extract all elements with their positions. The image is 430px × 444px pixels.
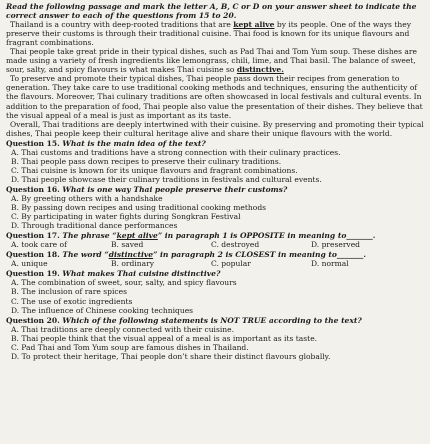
question-18-option-d[interactable]: D. normal — [311, 259, 349, 269]
question-17-label: Question 17. — [6, 231, 60, 241]
question-15 — [6, 139, 424, 184]
question-19-option-d[interactable]: D. The influence of Chinese cooking techniques — [11, 305, 194, 315]
question-20 — [6, 316, 424, 361]
question-15-label: Question 15. — [6, 138, 60, 148]
reading-passage — [6, 20, 424, 138]
question-18-label: Question 18. — [6, 250, 60, 260]
question-19-option-b[interactable]: B. The inclusion of rare spices — [11, 287, 127, 297]
question-17-option-c[interactable]: C. destroyed — [211, 240, 260, 250]
question-19 — [6, 269, 424, 314]
question-19-label: Question 19. — [6, 269, 60, 279]
keyword-kept-alive: kept alive — [233, 20, 275, 30]
question-17-option-a[interactable]: A. took care of — [11, 240, 67, 250]
question-17-text-a: The phrase “ — [62, 231, 117, 241]
question-19-option-a[interactable]: A. The combination of sweet, sour, salty, and spicy flavours — [11, 278, 237, 288]
question-16-option-c[interactable]: C. By participating in water fights during Songkran Festival — [11, 212, 241, 222]
question-17-keyword: kept alive — [116, 231, 158, 241]
keyword-distinctive: distinctive. — [236, 65, 284, 75]
question-16 — [6, 185, 424, 230]
paragraph-4: Overall, Thai traditions are deeply intertwined with their cuisine. By preserving and promoting their typical dishes, Thai people keep their cultural heritage alive and share their unique flavours with the world. — [6, 119, 424, 138]
question-17-option-b[interactable]: B. saved — [111, 240, 144, 250]
question-18-keyword: distinctive — [108, 250, 154, 260]
question-15-text: What is the main idea of the text? — [62, 138, 206, 148]
question-15-option-c[interactable]: C. Thai cuisine is known for its unique flavours and fragrant combinations. — [11, 165, 298, 175]
question-20-option-d[interactable]: D. To protect their heritage, Thai people don’t share their distinct flavours globally. — [11, 351, 331, 361]
question-18-option-c[interactable]: C. popular — [211, 259, 251, 269]
question-20-label: Question 20. — [6, 315, 60, 325]
paragraph-2-text-a: Thai people take great pride in their typical dishes, such as Pad Thai and Tom Yum soup. These dishes are made using a variety of fresh ingredients like lemongrass, chili, lime, and Thai basil. The balance of sweet, sour, salty, and spicy flavours is what makes Thai cuisine so — [6, 47, 417, 75]
question-19-option-c[interactable]: C. The use of exotic ingredients — [11, 296, 133, 306]
question-20-option-b[interactable]: B. Thai people think that the visual appeal of a meal is as important as its taste. — [11, 333, 318, 343]
paragraph-2 — [6, 47, 424, 74]
paragraph-1-text-a: Thailand is a country with deep-rooted traditions that are — [10, 20, 234, 30]
question-19-text: What makes Thai cuisine distinctive? — [62, 269, 221, 279]
question-18-text-b: ” in paragraph 2 is CLOSEST in meaning to_______. — [153, 250, 366, 260]
question-17 — [6, 231, 424, 249]
paragraph-3: To preserve and promote their typical dishes, Thai people pass down their recipes from generation to generation. They take care to use traditional cooking methods and techniques, ensuring the authenticity of the flavours. Moreover, Thai culinary traditions are often showcased in local festivals and cultural events. In addition to the preparation of food, Thai people also value the presentation of their dishes. They believe that the visual appeal of a meal is just as important as its taste. — [6, 74, 423, 120]
question-20-option-c[interactable]: C. Pad Thai and Tom Yum soup are famous dishes in Thailand. — [11, 342, 249, 352]
question-17-option-d[interactable]: D. preserved — [311, 240, 360, 250]
question-20-text: Which of the following statements is NOT TRUE according to the text? — [62, 315, 362, 325]
question-18 — [6, 250, 424, 268]
question-18-option-b[interactable]: B. ordinary — [111, 259, 154, 269]
question-15-option-d[interactable]: D. Thai people showcase their culinary traditions in festivals and cultural events. — [11, 174, 322, 184]
question-18-option-a[interactable]: A. unique — [11, 259, 48, 269]
question-16-option-b[interactable]: B. By passing down recipes and using traditional cooking methods — [11, 203, 267, 213]
question-18-text-a: The word “ — [62, 250, 109, 260]
instruction-text: Read the following passage and mark the letter A, B, C or D on your answer sheet to indicate the correct answer to each of the questions from 15 to 20. — [6, 2, 417, 21]
question-15-option-b[interactable]: B. Thai people pass down recipes to preserve their culinary traditions. — [11, 156, 282, 166]
question-16-text: What is one way Thai people preserve their customs? — [62, 184, 288, 194]
paragraph-1-text-b: by its people. One of the ways they preserve their customs is through their traditional cuisine. Thai food is known for its unique flavours and fragrant combinations. — [6, 20, 411, 48]
question-16-label: Question 16. — [6, 184, 60, 194]
question-15-option-a[interactable]: A. Thai customs and traditions have a strong connection with their culinary practices. — [11, 147, 341, 157]
question-16-option-d[interactable]: D. Through traditional dance performances — [11, 221, 178, 231]
question-20-option-a[interactable]: A. Thai traditions are deeply connected with their cuisine. — [11, 324, 234, 334]
paragraph-1 — [6, 20, 424, 47]
question-17-text-b: ” in paragraph 1 is OPPOSITE in meaning to_______. — [157, 231, 376, 241]
question-16-option-a[interactable]: A. By greeting others with a handshake — [11, 193, 163, 203]
